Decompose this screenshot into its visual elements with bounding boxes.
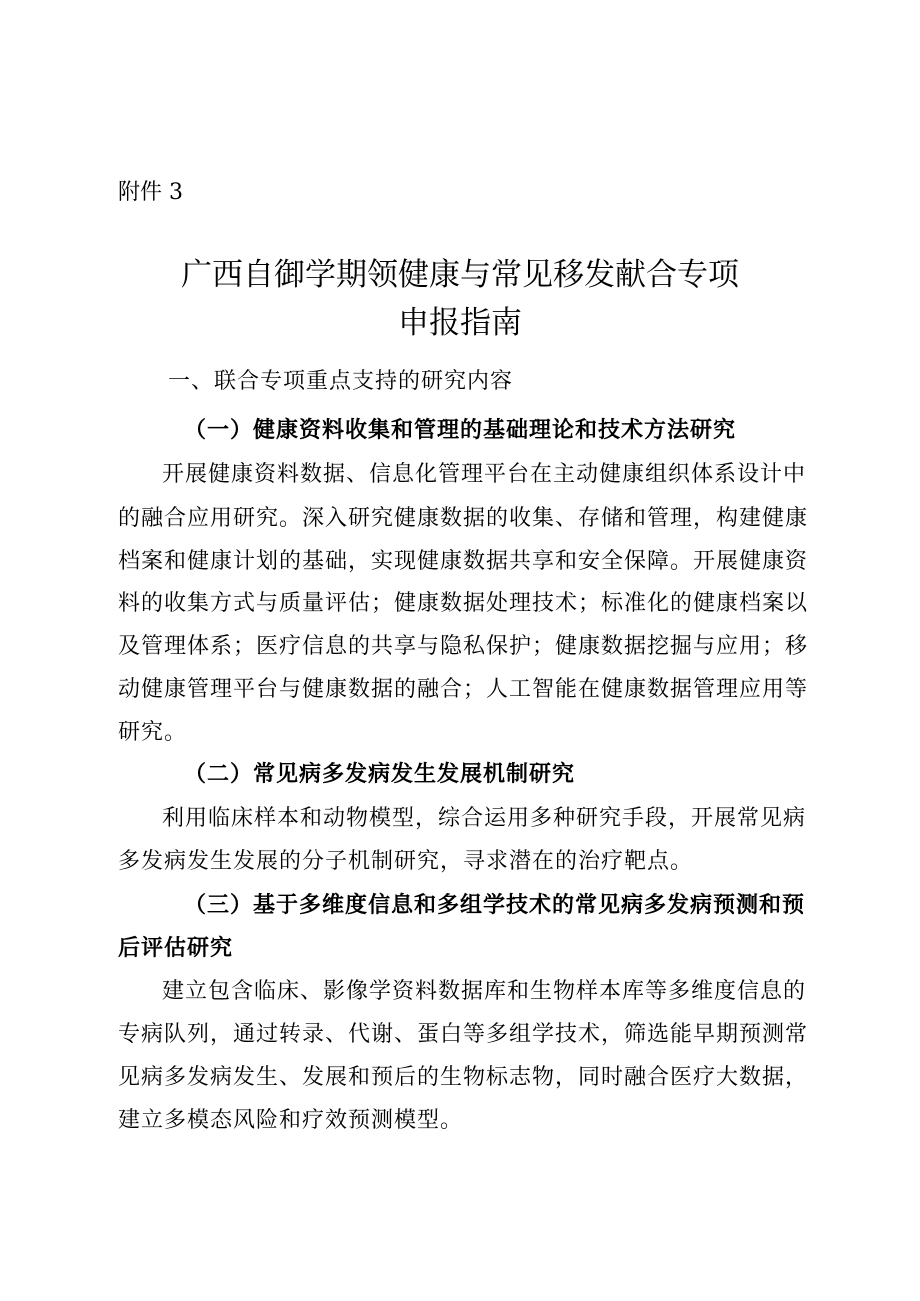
paragraph-line: 利用临床样本和动物模型，综合运用多种研究手段，开展常见病 [162, 806, 807, 831]
paragraph-line: 专病队列，通过转录、代谢、蛋白等多组学技术，筛选能早期预测常 [118, 1022, 809, 1047]
attachment-label: 附件 3 [118, 180, 183, 205]
subsection-heading: （二）常见病多发病发生发展机制研究 [184, 762, 576, 787]
paragraph-line: 多发病发生发展的分子机制研究，寻求潜在的治疗靶点。 [118, 849, 694, 874]
subsection-heading: （一）健康资料收集和管理的基础理论和技术方法研究 [184, 418, 737, 443]
paragraph-line: 见病多发病发生、发展和预后的生物标志物，同时融合医疗大数据， [118, 1065, 809, 1090]
subsection-heading: （三）基于多维度信息和多组学技术的常见病多发病预测和预 [184, 893, 806, 918]
paragraph-line: 档案和健康计划的基础，实现健康数据共享和安全保障。开展健康资 [118, 549, 809, 574]
section-heading: 一、联合专项重点支持的研究内容 [168, 369, 514, 394]
paragraph-line: 开展健康资料数据、信息化管理平台在主动健康组织体系设计中 [162, 462, 807, 487]
paragraph-line: 动健康管理平台与健康数据的融合；人工智能在健康数据管理应用等 [118, 677, 809, 702]
document-title-line-2: 申报指南 [398, 305, 522, 341]
document-title-line-1: 广西自御学期领健康与常见移发献合专项 [181, 257, 739, 293]
paragraph-line: 料的收集方式与质量评估；健康数据处理技术；标准化的健康档案以 [118, 591, 809, 616]
paragraph-line: 的融合应用研究。深入研究健康数据的收集、存储和管理，构建健康 [118, 506, 809, 531]
paragraph-line: 建立包含临床、影像学资料数据库和生物样本库等多维度信息的 [162, 979, 807, 1004]
paragraph-line: 建立多模态风险和疗效预测模型。 [118, 1108, 464, 1133]
subsection-heading-continuation: 后评估研究 [118, 936, 234, 961]
paragraph-line: 及管理体系；医疗信息的共享与隐私保护；健康数据挖掘与应用；移 [118, 634, 809, 659]
paragraph-line: 研究。 [118, 720, 188, 745]
